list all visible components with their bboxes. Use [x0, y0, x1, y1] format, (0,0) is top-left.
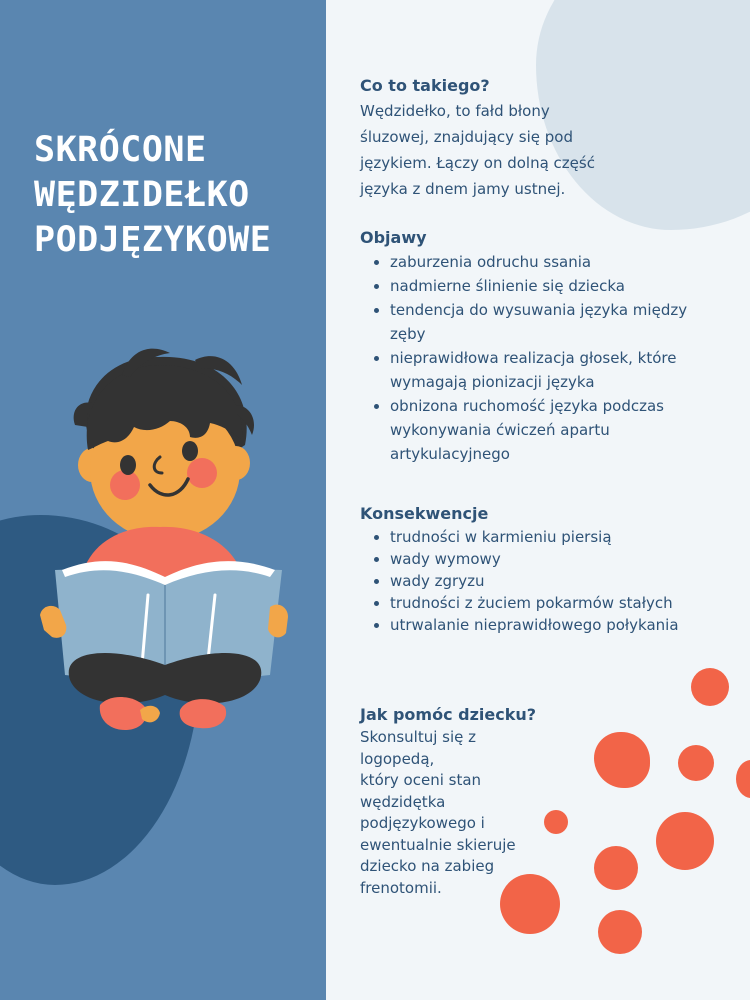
decorative-dot	[500, 874, 560, 934]
text-line: podjęzykowego i	[360, 814, 485, 832]
text-line: wędzidętka	[360, 792, 446, 811]
section-text	[360, 98, 605, 202]
text-line: Wędzidełko, to fałd błony	[360, 102, 550, 120]
title-line: PODJĘZYKOWE	[34, 220, 272, 260]
right-panel	[326, 0, 750, 1000]
text-line: języka z dnem jamy ustnej.	[360, 180, 566, 198]
section-what-is-it	[360, 74, 605, 202]
list-item: • tendencja do wysuwania języka między zęby	[390, 298, 720, 346]
section-text	[360, 727, 550, 899]
symptoms-list	[360, 250, 720, 466]
section-heading: Co to takiego?	[360, 76, 490, 95]
text-line: dziecko na zabieg	[360, 857, 495, 875]
decorative-dot	[598, 910, 642, 954]
section-heading: Jak pomóc dziecku?	[360, 705, 537, 724]
section-heading: Konsekwencje	[360, 504, 489, 523]
list-item: • trudności w karmieniu piersią	[390, 526, 720, 548]
section-symptoms	[360, 226, 720, 466]
text-line: językiem. Łączy on dolną część	[360, 154, 595, 172]
list-item: • wady wymowy	[390, 548, 720, 570]
title-line: SKRÓCONE	[34, 130, 207, 170]
text-line: ewentualnie skieruje	[360, 835, 516, 854]
section-consequences	[360, 502, 720, 636]
list-item: • nieprawidłowa realizacja głosek, które wymagają pionizacji języka	[390, 346, 720, 394]
decorative-dot	[656, 812, 714, 870]
decorative-dot	[594, 846, 638, 890]
text-line: który oceni stan	[360, 771, 482, 789]
list-item: • wady zgryzu	[390, 570, 720, 592]
list-item: • trudności z żuciem pokarmów stałych	[390, 592, 720, 614]
section-heading: Objawy	[360, 228, 427, 247]
decorative-dot	[544, 810, 568, 834]
left-panel	[0, 0, 326, 1000]
decorative-dot	[736, 760, 750, 798]
list-item: • utrwalanie nieprawidłowego połykania	[390, 614, 720, 636]
section-how-to-help	[360, 703, 550, 899]
list-item: • zaburzenia odruchu ssania	[390, 250, 720, 274]
decorative-dot	[691, 668, 729, 706]
child-reading-book-illustration	[30, 345, 300, 755]
text-line: frenotomii.	[360, 878, 442, 897]
decorative-dot	[594, 732, 650, 788]
consequences-list	[360, 526, 720, 636]
list-item: • nadmierne ślinienie się dziecka	[390, 274, 720, 298]
text-line: śluzowej, znajdujący się pod	[360, 128, 573, 146]
list-item: • obnizona ruchomość języka podczas wykonywania ćwiczeń apartu artykulacyjnego	[390, 394, 720, 466]
text-line: Skonsultuj się z logopedą,	[360, 728, 477, 768]
title-line: WĘDZIDEŁKO	[34, 175, 250, 215]
page-title	[34, 128, 271, 263]
decorative-dot	[678, 745, 714, 781]
